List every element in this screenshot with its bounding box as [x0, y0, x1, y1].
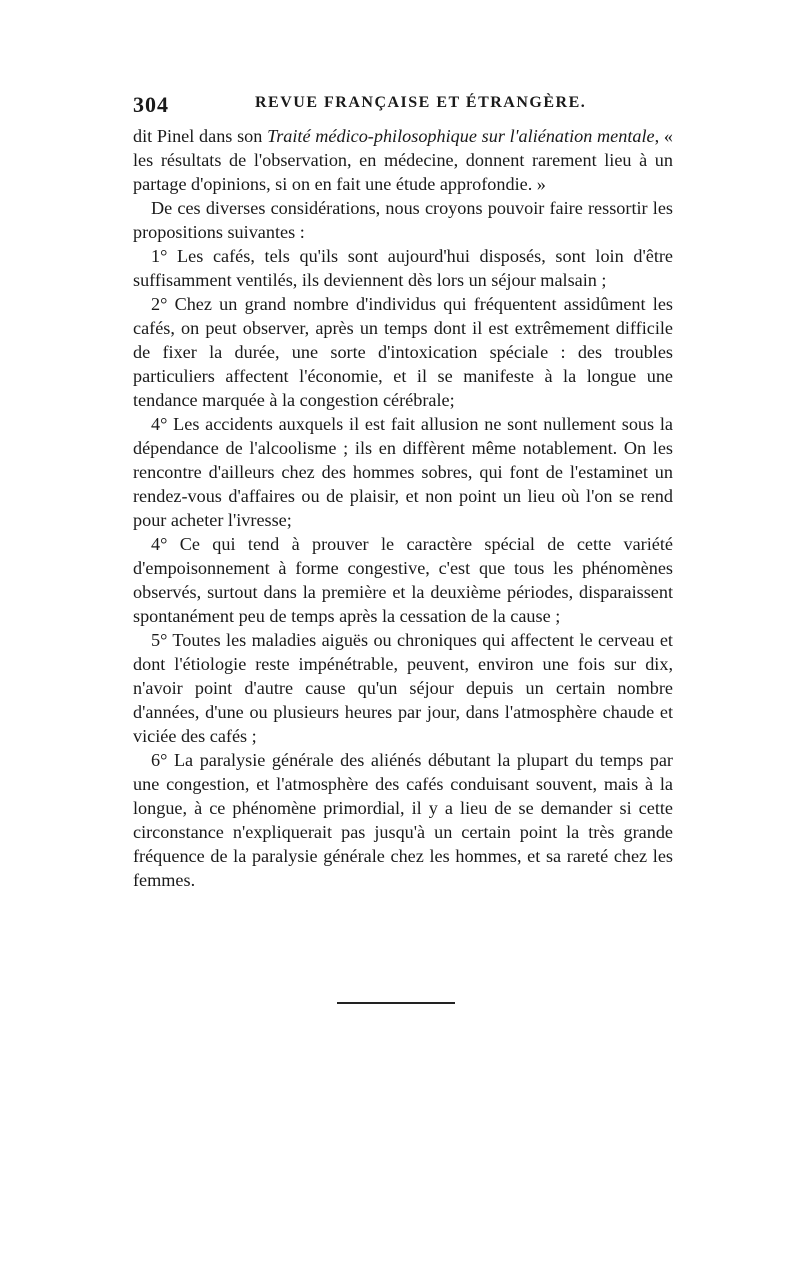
paragraph-continuation-start: dit Pinel dans son [133, 126, 268, 146]
page-number: 304 [133, 92, 169, 117]
journal-title: REVUE FRANÇAISE ET ÉTRANGÈRE. [255, 94, 587, 111]
section-end-rule [337, 1002, 455, 1004]
paragraph-continuation-end: , « les résultats de l'observation, en médecine, donnent rarement lieu à un partage d'opinions, si on en fait une étude approfondie. » [133, 126, 673, 194]
proposition-4: 4° Ce qui tend à prouver le caractère spécial de cette variété d'empoisonnement à forme congestive, c'est que tous les phénomènes observés, surtout dans la première et la deuxième périodes, disparaissent spontanément peu de temps après la cessation de la cause ; [133, 534, 673, 626]
proposition-5: 5° Toutes les maladies aiguës ou chroniques qui affectent le cerveau et dont l'étiologie reste impénétrable, peuvent, environ une fois sur dix, n'avoir point d'autre cause qu'un séjour depuis un certain nombre d'années, d'une ou plusieurs heures par jour, dans l'atmosphère chaude et viciée des cafés ; [133, 630, 673, 746]
proposition-1: 1° Les cafés, tels qu'ils sont aujourd'hui disposés, sont loin d'être suffisamment ventilés, ils deviennent dès lors un séjour malsain ; [133, 246, 673, 290]
proposition-6: 6° La paralysie générale des aliénés débutant la plupart du temps par une congestion, et l'atmosphère des cafés conduisant souvent, mais à la longue, à ce phénomène primordial, il y a lieu de se demander si cette circonstance n'expliquerait pas jusqu'à un certain point la très grande fréquence de la paralysie générale chez les hommes, et sa rareté chez les femmes. [133, 750, 673, 890]
running-head [133, 92, 673, 116]
cited-work-title: Traité médico-philosophique sur l'aliénation mentale [267, 126, 655, 146]
proposition-3: 4° Les accidents auxquels il est fait allusion ne sont nullement sous la dépendance de l'alcoolisme ; ils en diffèrent même notablement. On les rencontre d'ailleurs chez des hommes sobres, qui font de l'estaminet un rendez-vous d'affaires ou de plaisir, et non point un lieu où l'on se rend pour acheter l'ivresse; [133, 414, 673, 530]
proposition-2: 2° Chez un grand nombre d'individus qui fréquentent assidûment les cafés, on peut observer, après un temps dont il est extrêmement difficile de fixer la durée, une sorte d'intoxication spéciale : des troubles particuliers affectent l'économie, et il se manifeste à la longue une tendance marquée à la congestion cérébrale; [133, 294, 673, 410]
paragraph-continuation [133, 124, 673, 196]
paragraph-intro: De ces diverses considérations, nous croyons pouvoir faire ressortir les propositions suivantes : [133, 198, 673, 242]
body-text [133, 124, 673, 892]
